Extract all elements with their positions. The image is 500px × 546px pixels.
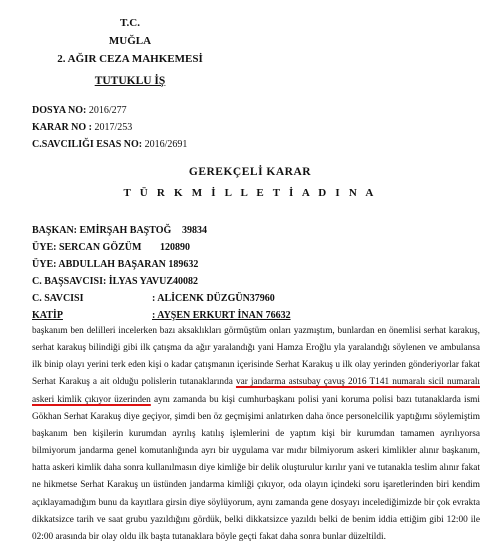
panel-registry-number: 120890 (160, 242, 190, 253)
statement-text: başkanım ben delilleri incelerken bazı aksaklıkları görmüştüm onları yazmıştım, bunlardan en önemlisi serhat karakuş, serhat karakuş bilindiği gibi ilk çatışma da ağır yaralandığı yani Hamza Eroğlu yla yaralandığı söylenen ve ambulansa ilk binip olayı yerini terk eden kişi o kadar çatışmanın içerisinde Serhat Karakuş u ilk olay yerinden gönderiyorlar fakat Serhat Karakuş a ait olduğu polislerin tutanaklarında (32, 326, 480, 388)
decision-titles (0, 166, 500, 199)
statement-paragraph (32, 323, 480, 546)
decision-title: GEREKÇELİ KARAR (188, 166, 312, 178)
court-name: 2. AĞIR CEZA MAHKEMESİ (57, 53, 203, 65)
file-number-value: 2016/277 (88, 105, 127, 116)
decision-number-row (32, 119, 187, 136)
panel-role: BAŞKAN: EMİRŞAH BAŞTOĞ (32, 225, 172, 236)
statement-text: aynı zamanda bu kişi cumhurbaşkanı polisi yani koruma polisi bazı tutanaklarda ismi Gökhan Serhat Karakuş diye geçiyor, şimdi ben öz geçmişimi anlatırken daha önce personelcilik yaptığımı söylemiştim başkanım ben kişilerin kurumdan ayrılış katılış işlemlerini de yaptım kişi bir kurumdan tamamen ayrılıyorsa bilmiyorum jandarma genel komutanlığında ayrı bir uygulama var mıdır bilmiyorum askeri kimlikler alınır başkanım, hatta askeri kimlik daha sonra kullanılmasın diye kimliğe bir delik oluşturulur kırılır yani ve tutanakla teslim alınır fakat ne hikmetse Serhat Karakuş un üstünden jandarma kimliği çıkıyor, oda olayın içindeki soru işaretlerinden biri kendim açıklayamadığım bunu da kayıtlara girsin diye söylüyorum, aynı zamanda gene dosyayı incelediğimizde bir çok evrakta dikkatsizce tarih ve saat grubu yazıldığını gördük, belki dikkatsizce yazıldı belki de benim iddia ettiğim gibi 12:00 ile 02:00 arasında bir olay oldu ilk başta tutanaklara böyle geçti fakat daha sonra bunlar düzeltildi. (32, 394, 481, 542)
nation-heading: T Ü R K M İ L L E T İ A D I N A (123, 187, 377, 199)
prosecution-number-value: 2016/2691 (144, 139, 188, 150)
prosecution-number-label: C.SAVCILIĞI ESAS NO: (32, 139, 143, 150)
prosecution-number-row (32, 136, 187, 153)
file-number-label: DOSYA NO: (32, 105, 87, 116)
detention-status: TUTUKLU İŞ (94, 75, 166, 87)
court-header (50, 14, 210, 90)
case-references (32, 102, 187, 153)
panel-role: ÜYE: SERCAN GÖZÜM (32, 242, 142, 253)
decision-number-value: 2017/253 (94, 122, 133, 133)
panel-name: : AYŞEN ERKURT İNAN 76632 (152, 310, 291, 321)
highlighted-statement: var jandarma astsubay çavuş 2016 T141 numaralı sicil numaralı askeri kimlik çıkıyor üzerinden (32, 377, 480, 405)
panel-role: C. SAVCISI (32, 293, 84, 304)
decision-number-label: KARAR NO : (32, 122, 92, 133)
panel-registry-number: 39834 (182, 225, 207, 236)
city-name: MUĞLA (108, 35, 152, 47)
file-number-row (32, 102, 187, 119)
panel-role: KATİP (32, 310, 63, 321)
panel-name: : ALİCENK DÜZGÜN37960 (152, 293, 275, 304)
panel-role: C. BAŞSAVCISI: İLYAS YAVUZ40082 (32, 276, 198, 287)
country-code: T.C. (120, 17, 140, 29)
panel-role: ÜYE: ABDULLAH BAŞARAN 189632 (32, 259, 199, 270)
